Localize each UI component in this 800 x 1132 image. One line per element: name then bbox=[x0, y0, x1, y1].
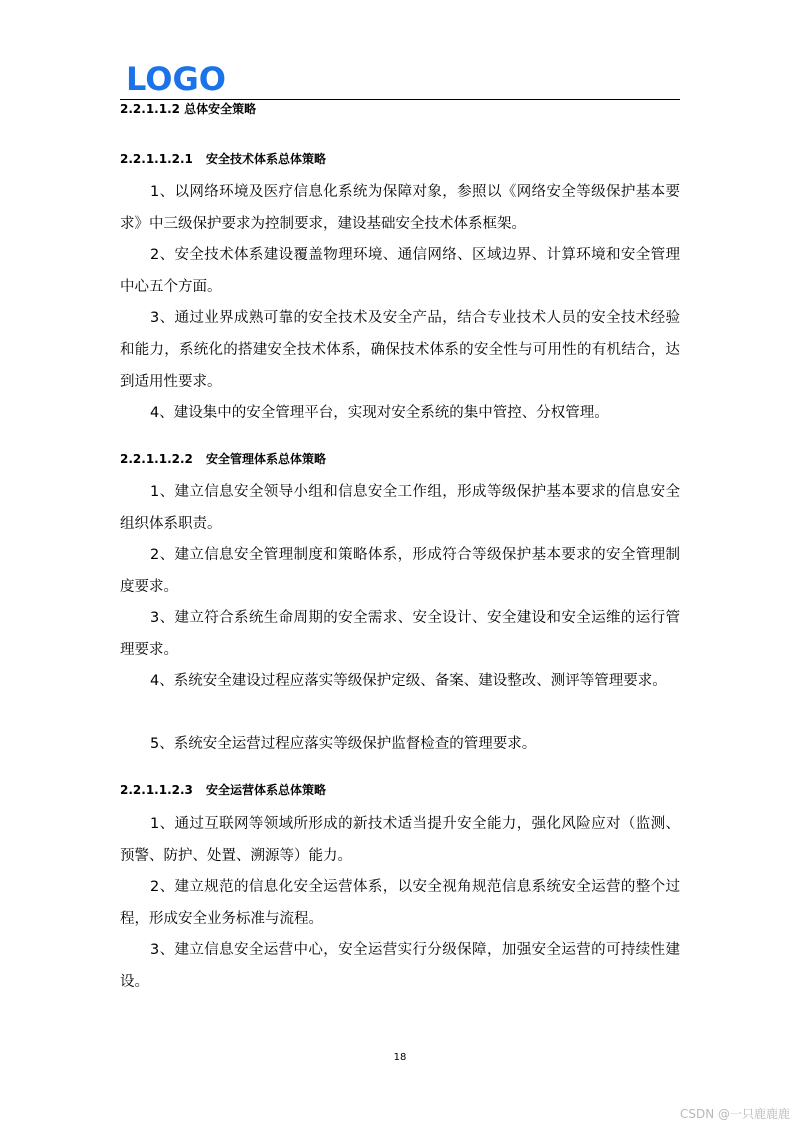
section-title: 安全技术体系总体策略 bbox=[206, 152, 327, 166]
paragraph: 3、通过业界成熟可靠的安全技术及安全产品，结合专业技术人员的安全技术经验和能力，系统化的搭建安全技术体系，确保技术体系的安全性与可用性的有机结合，达到适用性要求。 bbox=[120, 310, 680, 390]
paragraph: 1、以网络环境及医疗信息化系统为保障对象，参照以《网络安全等级保护基本要求》中三级保护要求为控制要求，建设基础安全技术体系框架。 bbox=[120, 184, 680, 232]
watermark: CSDN @一只鹿鹿鹿 bbox=[679, 1107, 790, 1121]
main-heading: 2.2.1.1.2 总体安全策略 bbox=[120, 102, 257, 116]
paragraph: 3、建立符合系统生命周期的安全需求、安全设计、安全建设和安全运维的运行管理要求。 bbox=[120, 610, 680, 658]
section-number: 2.2.1.1.2.3 bbox=[120, 783, 193, 797]
section-number: 2.2.1.1.2.2 bbox=[120, 452, 193, 466]
paragraph: 2、建立信息安全管理制度和策略体系，形成符合等级保护基本要求的安全管理制度要求。 bbox=[120, 547, 680, 595]
svg-text:LOGO: LOGO bbox=[126, 60, 226, 94]
paragraph: 5、系统安全运营过程应落实等级保护监督检查的管理要求。 bbox=[150, 736, 537, 752]
logo bbox=[126, 60, 226, 94]
paragraph: 2、安全技术体系建设覆盖物理环境、通信网络、区域边界、计算环境和安全管理中心五个方面。 bbox=[120, 247, 680, 295]
section-heading bbox=[120, 781, 326, 799]
paragraph: 4、建设集中的安全管理平台，实现对安全系统的集中管控、分权管理。 bbox=[150, 405, 609, 421]
paragraph: 3、建立信息安全运营中心，安全运营实行分级保障，加强安全运营的可持续性建设。 bbox=[120, 942, 680, 990]
section-heading bbox=[120, 150, 326, 168]
section-title: 安全运营体系总体策略 bbox=[206, 783, 327, 797]
logo-graphic bbox=[126, 60, 226, 94]
page-number: 18 bbox=[393, 1052, 407, 1063]
section-heading bbox=[120, 450, 326, 468]
paragraph: 2、建立规范的信息化安全运营体系，以安全视角规范信息系统安全运营的整个过程，形成安全业务标准与流程。 bbox=[120, 879, 680, 927]
paragraph: 4、系统安全建设过程应落实等级保护定级、备案、建设整改、测评等管理要求。 bbox=[150, 673, 667, 689]
section-title: 安全管理体系总体策略 bbox=[206, 452, 327, 466]
paragraph: 1、通过互联网等领域所形成的新技术适当提升安全能力，强化风险应对（监测、预警、防护、处置、溯源等）能力。 bbox=[120, 816, 680, 864]
section-number: 2.2.1.1.2.1 bbox=[120, 152, 193, 166]
paragraph: 1、建立信息安全领导小组和信息安全工作组，形成等级保护基本要求的信息安全组织体系职责。 bbox=[120, 484, 680, 532]
